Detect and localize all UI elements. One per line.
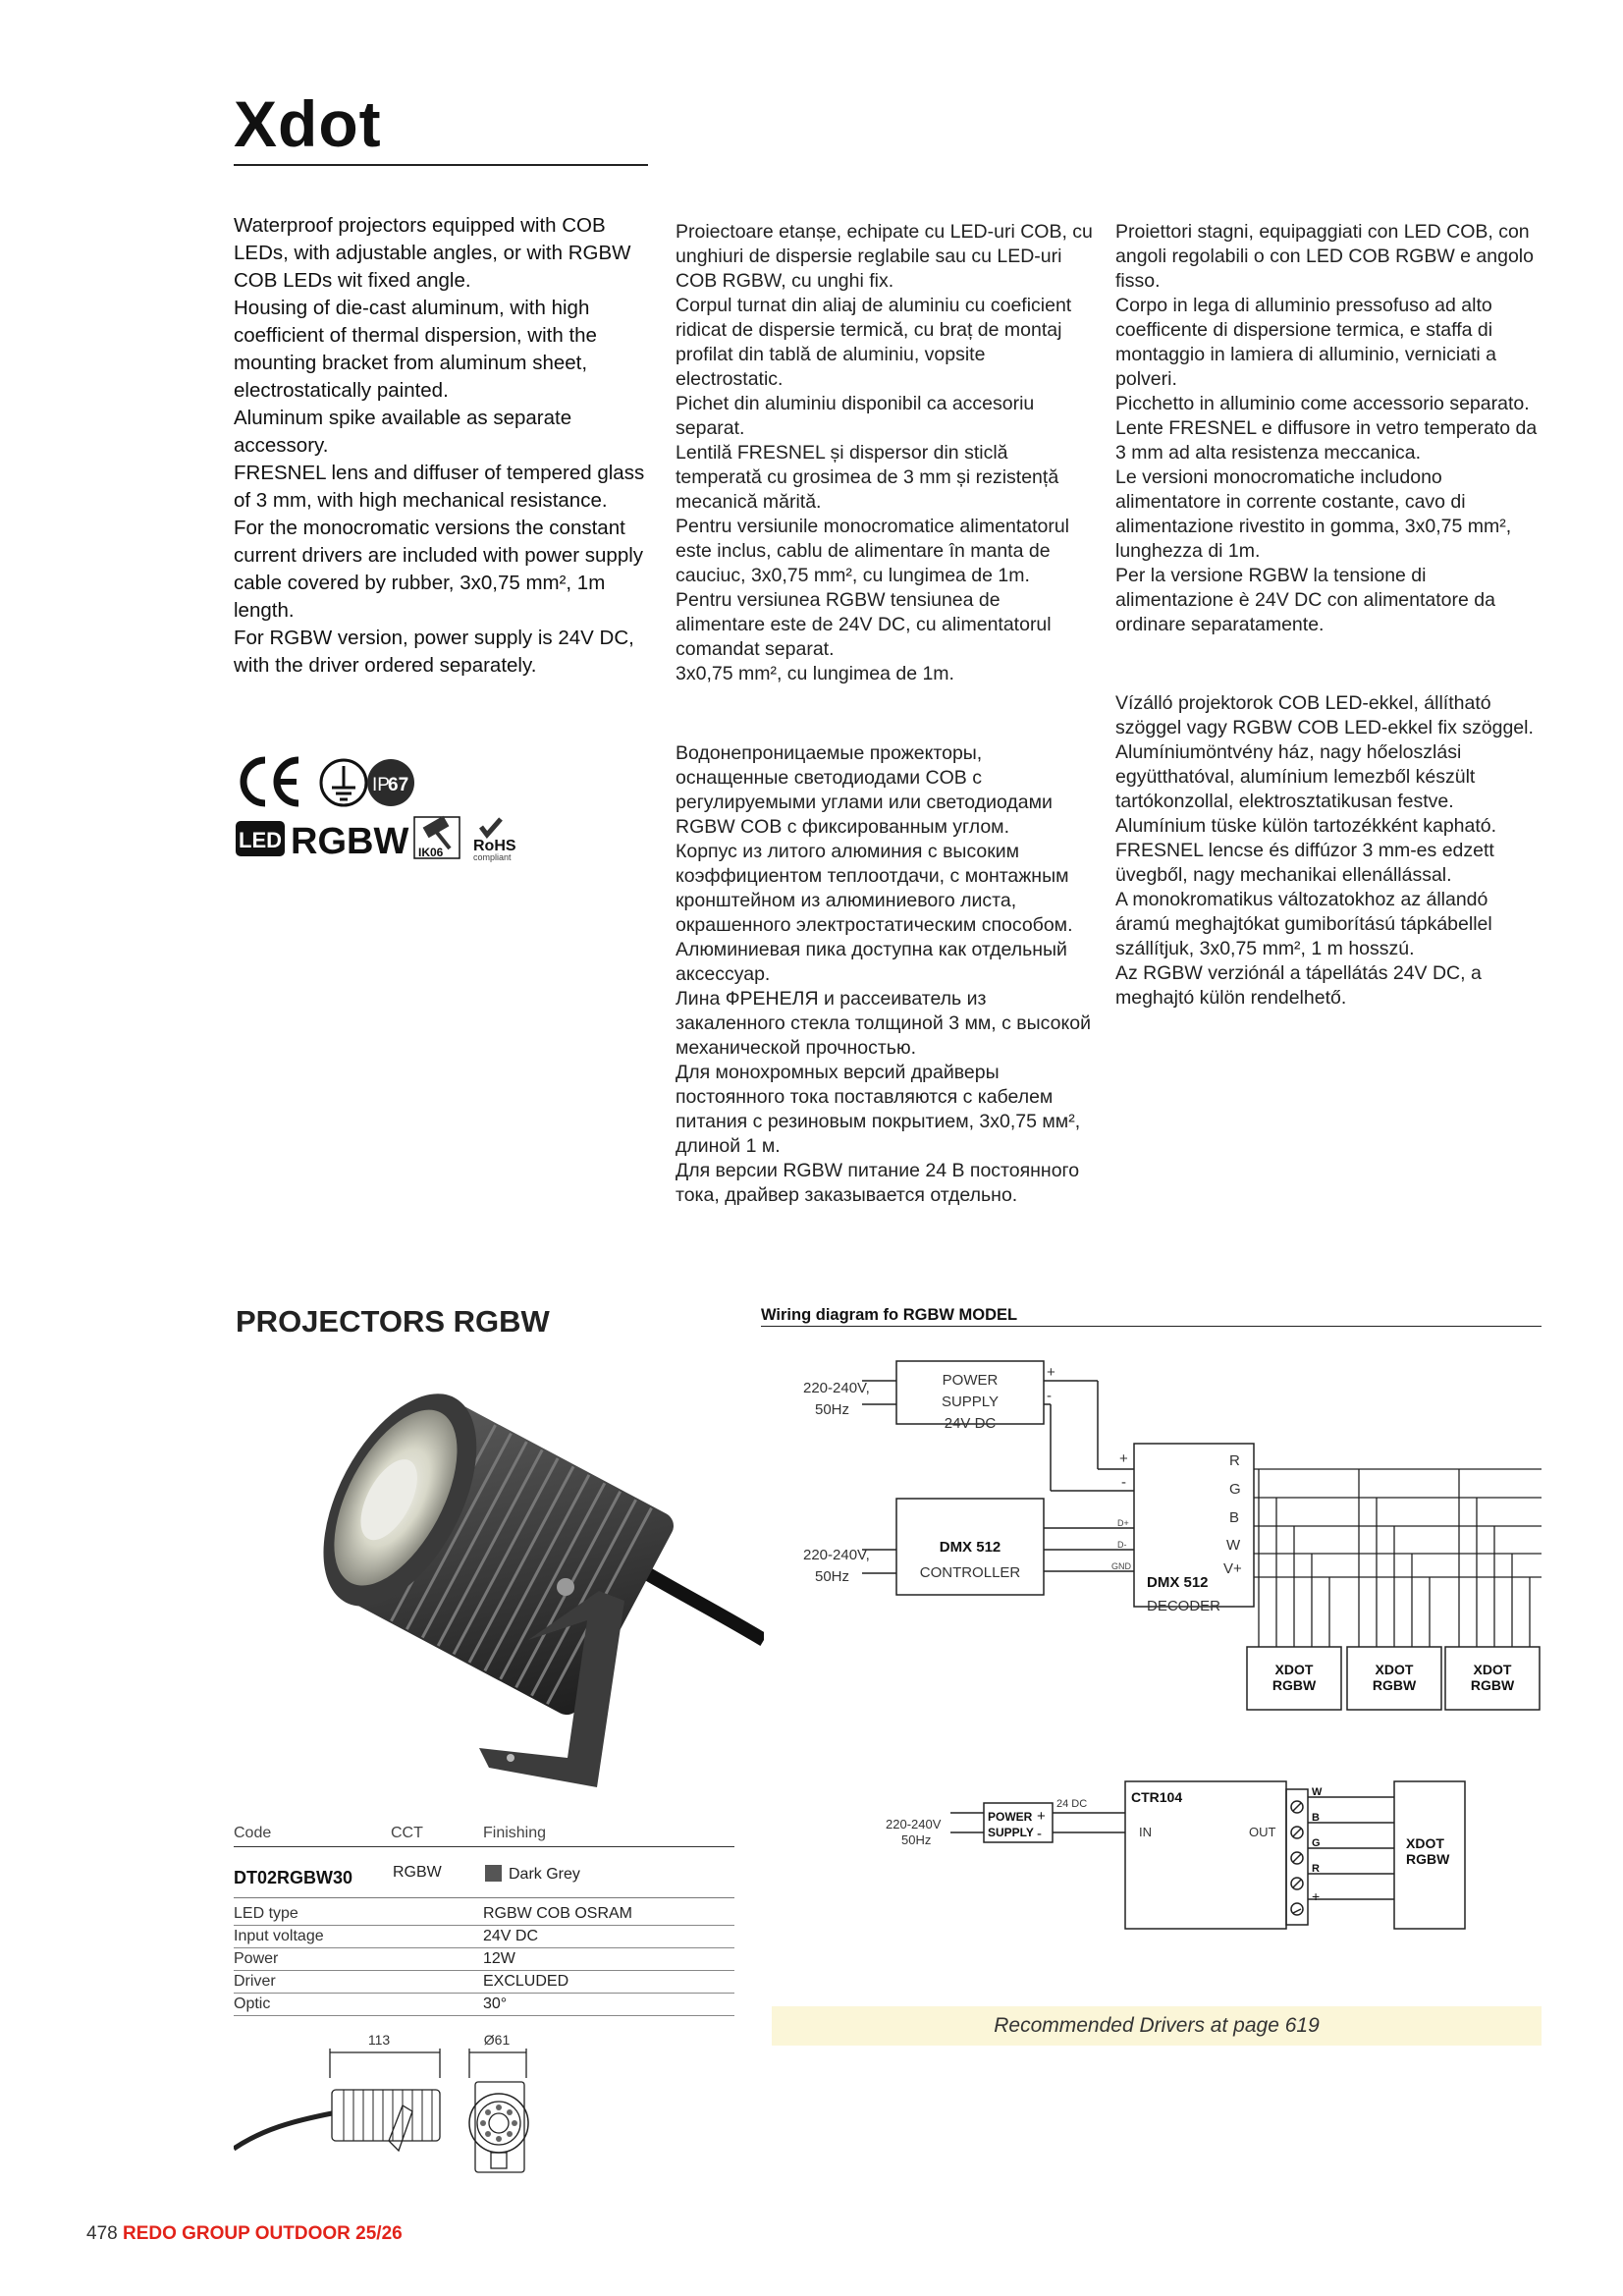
spec-row-input-voltage: [234, 1926, 734, 1948]
rohs-sub: compliant: [473, 852, 512, 862]
xdot-label-2: XDOT: [1375, 1662, 1414, 1677]
spec-label: Driver: [234, 1973, 276, 1990]
hz-label-3: 50Hz: [901, 1832, 932, 1847]
paragraph: Le versioni monocromatiche includono alimentatore in corrente costante, cavo di alimentazione rivestito in gomma, 3x0,75 mm², lunghezza di 1m.: [1115, 466, 1512, 562]
certification-badges: [234, 754, 528, 872]
paragraph: Для версии RGBW питание 24 В постоянного тока, драйвер заказывается отдельно.: [676, 1160, 1080, 1206]
paragraph: Корпус из литого алюминия с высоким коэффициентом теплоотдачи, с монтажным кронштейном из алюминиевого листа, окрашенного электростатическим способом.: [676, 841, 1073, 936]
dc-24-label: 24 DC: [1056, 1798, 1088, 1810]
spec-row-led-type: [234, 1903, 734, 1926]
paragraph: Pentru versiunea RGBW tensiunea de alimentare este de 24V DC, cu alimentatorul comandat separat.: [676, 589, 1052, 660]
paragraph: A monokromatikus változatokhoz az állandó áramú meghajtókat gumiborítású tápkábellel szállítjuk, 3x0,75 mm², 1 m hosszú.: [1115, 889, 1492, 959]
rgbw-label-1: RGBW: [1271, 1677, 1317, 1693]
section-title: PROJECTORS RGBW: [236, 1304, 550, 1339]
mains-label-2: 220-240V,: [803, 1547, 870, 1563]
paragraph: Vízálló projektorok COB LED-ekkel, állítható szöggel vagy RGBW COB LED-ekkel fix szöggel.: [1115, 692, 1534, 738]
controller-title: DMX 512: [939, 1539, 1001, 1556]
catalog-brand: REDO GROUP OUTDOOR 25/26: [122, 2223, 403, 2244]
paragraph: Waterproof projectors equipped with COB LEDs, with adjustable angles, or with RGBW COB LEDs wit fixed angle.: [234, 214, 631, 292]
paragraph: 3x0,75 mm², cu lungimea de 1m.: [676, 663, 954, 684]
gnd-label: GND: [1111, 1561, 1131, 1571]
mains-label-1: 220-240V,: [803, 1380, 870, 1396]
xdot-label-1: XDOT: [1274, 1662, 1314, 1677]
spec-row-power: [234, 1948, 734, 1971]
psu-minus: -: [1047, 1388, 1052, 1404]
ctr-out-g: G: [1312, 1837, 1321, 1849]
psu-line-2: SUPPLY: [941, 1394, 1000, 1410]
rohs-icon: [473, 819, 516, 862]
paragraph: Az RGBW verziónál a tápellátás 24V DC, a meghajtó külön rendelhető.: [1115, 962, 1482, 1009]
paragraph: FRESNEL lencse és diffúzor 3 mm-es edzett üvegből, nagy mechanikai ellenállással.: [1115, 840, 1494, 886]
paragraph: Alumínium tüske külön tartozékként kapható.: [1115, 815, 1497, 837]
spec-value: EXCLUDED: [483, 1973, 569, 1990]
mains-label-3: 220-240V: [886, 1817, 942, 1831]
ctr-in-label: IN: [1139, 1825, 1152, 1839]
ik-hammer-icon: [414, 816, 460, 859]
spec-value: 30°: [483, 1995, 508, 2012]
psu2-line-2: SUPPLY: [988, 1826, 1034, 1839]
xdot-label-3: XDOT: [1473, 1662, 1512, 1677]
paragraph: Picchetto in alluminio come accessorio separato.: [1115, 393, 1530, 414]
spec-label: Optic: [234, 1995, 271, 2012]
out-r: R: [1229, 1452, 1240, 1469]
hz-label-1: 50Hz: [815, 1401, 850, 1418]
paragraph: For the monocromatic versions the constant current drivers are included with power supply cable covered by rubber, 3x0,75 mm², 1m length.: [234, 517, 644, 622]
led-label: LED: [239, 828, 282, 852]
dimension-diameter: Ø61: [483, 2032, 511, 2048]
psu-line-1: POWER: [942, 1372, 999, 1389]
page-footer: [86, 2223, 403, 2245]
product-photo: [234, 1355, 764, 1817]
ctr-out-w: W: [1312, 1786, 1323, 1798]
ip-rating-icon: [367, 759, 414, 806]
hz-label-2: 50Hz: [815, 1568, 850, 1585]
psu2-minus: -: [1037, 1826, 1042, 1842]
paragraph: FRESNEL lens and diffuser of tempered glass of 3 mm, with high mechanical resistance.: [234, 462, 645, 512]
paragraph: For RGBW version, power supply is 24V DC, with the driver ordered separately.: [234, 627, 634, 677]
description-hungarian: [1115, 691, 1538, 1011]
spec-header-cct: CCT: [391, 1825, 423, 1841]
decoder-plus: +: [1119, 1450, 1128, 1467]
spec-value: 24V DC: [483, 1928, 539, 1944]
out-w: W: [1226, 1537, 1241, 1554]
spec-header-code: Code: [234, 1825, 272, 1841]
paragraph: Alumíniumöntvény ház, nagy hőeloszlási együtthatóval, alumínium lemezből készült tartókonzollal, elektrosztatikusan festve.: [1115, 741, 1476, 812]
paragraph: Corpo in lega di alluminio pressofuso ad alto coefficente di dispersione termica, e staffa di montaggio in lamiera di alluminio, verniciati a polveri.: [1115, 295, 1497, 390]
paragraph: Proiectoare etanșe, echipate cu LED-uri COB, cu unghiuri de dispersie reglabile sau cu LED-uri COB RGBW, cu unghi fix.: [676, 221, 1093, 292]
paragraph: Водонепроницаемые прожекторы, оснащенные светодиодами COB с регулируемыми углами или светодиодами RGBW COB с фиксированным углом.: [676, 742, 1053, 838]
spec-value: RGBW COB OSRAM: [483, 1905, 633, 1922]
ctr-out-label: OUT: [1249, 1825, 1276, 1839]
rgbw-label-4: RGBW: [1406, 1851, 1450, 1867]
rgbw-label-3: RGBW: [1470, 1677, 1515, 1693]
paragraph: Для монохромных версий драйверы постоянного тока поставляются с кабелем питания с резиновым покрытием, 3x0,75 мм², длиной 1 м.: [676, 1062, 1081, 1157]
recommended-drivers-text: Recommended Drivers at page 619: [994, 2014, 1320, 2037]
description-romanian: [676, 220, 1094, 686]
paragraph: Per la versione RGBW la tensione di alimentazione è 24V DC con alimentatore da ordinare separatamente.: [1115, 565, 1495, 635]
out-vplus: V+: [1223, 1560, 1242, 1577]
paragraph: Pentru versiunile monocromatice alimentatorul este inclus, cablu de alimentare în manta de cauciuc, 3x0,75 mm², cu lungimea de 1m.: [676, 516, 1070, 586]
spec-code-rule: [234, 1897, 734, 1898]
ctr-out-plus: +: [1312, 1888, 1321, 1904]
product-code: DT02RGBW30: [234, 1868, 353, 1887]
decoder-sub: DECODER: [1147, 1598, 1221, 1614]
decoder-title: DMX 512: [1147, 1574, 1209, 1591]
out-b: B: [1229, 1509, 1240, 1526]
paragraph: Алюминиевая пика доступна как отдельный аксессуар.: [676, 939, 1067, 985]
spec-row-driver: [234, 1971, 734, 1994]
wiring-diagram-ctr104: [874, 1768, 1483, 1944]
rgbw-label-2: RGBW: [1372, 1677, 1417, 1693]
spec-value: 12W: [483, 1950, 515, 1967]
paragraph: Aluminum spike available as separate accessory.: [234, 407, 572, 457]
finish-swatch: [485, 1865, 502, 1882]
ctr-out-r: R: [1312, 1863, 1320, 1875]
class-one-earth-icon: [321, 760, 366, 805]
product-finishing: Dark Grey: [509, 1866, 580, 1883]
paragraph: Линa ФРЕНЕЛЯ и рассеиватель из закаленного стекла толщиной 3 мм, с высокой механической прочностью.: [676, 988, 1091, 1059]
paragraph: Lente FRESNEL e diffusore in vetro temperato da 3 mm ad alta resistenza meccanica.: [1115, 417, 1538, 464]
wiring-title-divider: [761, 1326, 1542, 1327]
description-russian: [676, 741, 1094, 1208]
spec-label: Input voltage: [234, 1928, 324, 1944]
dimension-drawing: [234, 2031, 558, 2178]
paragraph: Proiettori stagni, equipaggiati con LED COB, con angoli regolabili o con LED COB RGBW e angolo fisso.: [1115, 221, 1534, 292]
spec-details-table: [234, 1903, 734, 2016]
spec-label: Power: [234, 1950, 279, 1967]
ce-mark-icon: [243, 760, 298, 803]
paragraph: Lentilă FRESNEL și dispersor din sticlă temperată cu grosimea de 3 mm și rezistență mecanică mărită.: [676, 442, 1059, 513]
xdot-label-4: XDOT: [1406, 1835, 1444, 1851]
spec-label: LED type: [234, 1905, 298, 1922]
d-plus-label: D+: [1117, 1518, 1129, 1528]
description-english: [234, 212, 656, 680]
psu2-line-1: POWER: [988, 1810, 1033, 1824]
title-divider: [234, 164, 648, 166]
description-italian: [1115, 220, 1538, 637]
out-g: G: [1229, 1481, 1241, 1498]
rgbw-label: RGBW: [291, 821, 409, 862]
paragraph: Corpul turnat din aliaj de aluminiu cu coeficient ridicat de dispersie termică, cu braț de montaj profilat din tablă de aluminiu, vopsite electrostatic.: [676, 295, 1072, 390]
ip-number: 67: [388, 775, 409, 795]
psu-line-3: 24V DC: [944, 1415, 997, 1432]
controller-sub: CONTROLLER: [919, 1564, 1021, 1581]
d-minus-label: D-: [1117, 1540, 1127, 1550]
paragraph: Housing of die-cast aluminum, with high coefficient of thermal dispersion, with the mounting bracket from aluminum sheet, electrostatically painted.: [234, 297, 597, 402]
page-title: Xdot: [234, 87, 382, 160]
dimension-length: 113: [367, 2032, 391, 2048]
spec-header-finishing: Finishing: [483, 1825, 547, 1841]
rohs-label: RoHS: [473, 838, 516, 854]
ctr-out-b: B: [1312, 1812, 1320, 1824]
ip-prefix: IP: [372, 775, 390, 795]
psu2-plus: +: [1037, 1808, 1046, 1825]
ik-label: IK06: [418, 846, 444, 859]
wiring-diagram-title: Wiring diagram fo RGBW MODEL: [761, 1306, 1018, 1324]
psu-plus: +: [1047, 1364, 1055, 1381]
product-cct: RGBW: [393, 1864, 442, 1881]
decoder-minus: -: [1121, 1474, 1126, 1491]
led-icon: [236, 821, 285, 856]
paragraph: Pichet din aluminiu disponibil ca accesoriu separat.: [676, 393, 1035, 439]
page-number: 478: [86, 2223, 118, 2244]
ctr104-label: CTR104: [1131, 1789, 1183, 1805]
spec-header-rule: [234, 1846, 734, 1847]
wiring-diagram-dmx: [756, 1345, 1542, 1748]
spec-row-optic: [234, 1994, 734, 2016]
